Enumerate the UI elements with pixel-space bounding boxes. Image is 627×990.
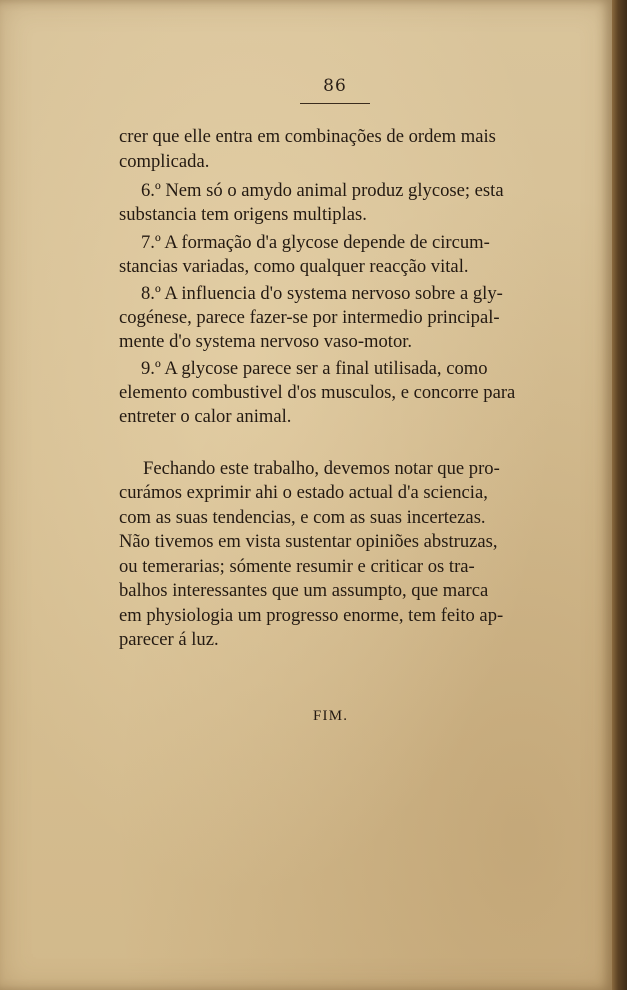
text-line: balhos interessantes que um assumpto, que marca	[119, 580, 489, 601]
text-line: elemento combustivel d'os musculos, e concorre para	[119, 382, 516, 403]
text-line: cogénese, parece fazer-se por intermedio principal-	[119, 307, 500, 328]
header-rule	[300, 103, 370, 104]
text-line: 6.º Nem só o amydo animal produz glycose; esta	[141, 180, 504, 201]
page-number: 86	[323, 76, 347, 96]
text-line: curámos exprimir ahi o estado actual d'a sciencia,	[119, 482, 488, 503]
text-line: Não tivemos em vista sustentar opiniões abstruzas,	[119, 531, 498, 552]
text-line: stancias variadas, como qualquer reacção vital.	[119, 256, 469, 277]
text-line: mente d'o systema nervoso vaso-motor.	[119, 331, 413, 352]
text-line: 7.º A formação d'a glycose depende de circum-	[141, 232, 490, 253]
text-line: 8.º A influencia d'o systema nervoso sobre a gly-	[141, 283, 503, 304]
text-line: parecer á luz.	[119, 629, 219, 650]
text-line: complicada.	[119, 151, 210, 172]
text-line: substancia tem origens multiplas.	[119, 204, 367, 225]
text-line: em physiologia um progresso enorme, tem feito ap-	[119, 605, 504, 626]
closing-word: FIM.	[313, 708, 349, 724]
text-line: 9.º A glycose parece ser a final utilisada, como	[141, 358, 488, 379]
text-line: crer que elle entra em combinações de ordem mais	[119, 126, 496, 147]
text-line: entreter o calor animal.	[119, 406, 292, 427]
book-edge	[612, 0, 627, 990]
text-line: com as suas tendencias, e com as suas incertezas.	[119, 507, 486, 528]
text-line: ou temerarias; sómente resumir e criticar os tra-	[119, 556, 475, 577]
text-line: Fechando este trabalho, devemos notar que pro-	[143, 458, 500, 479]
